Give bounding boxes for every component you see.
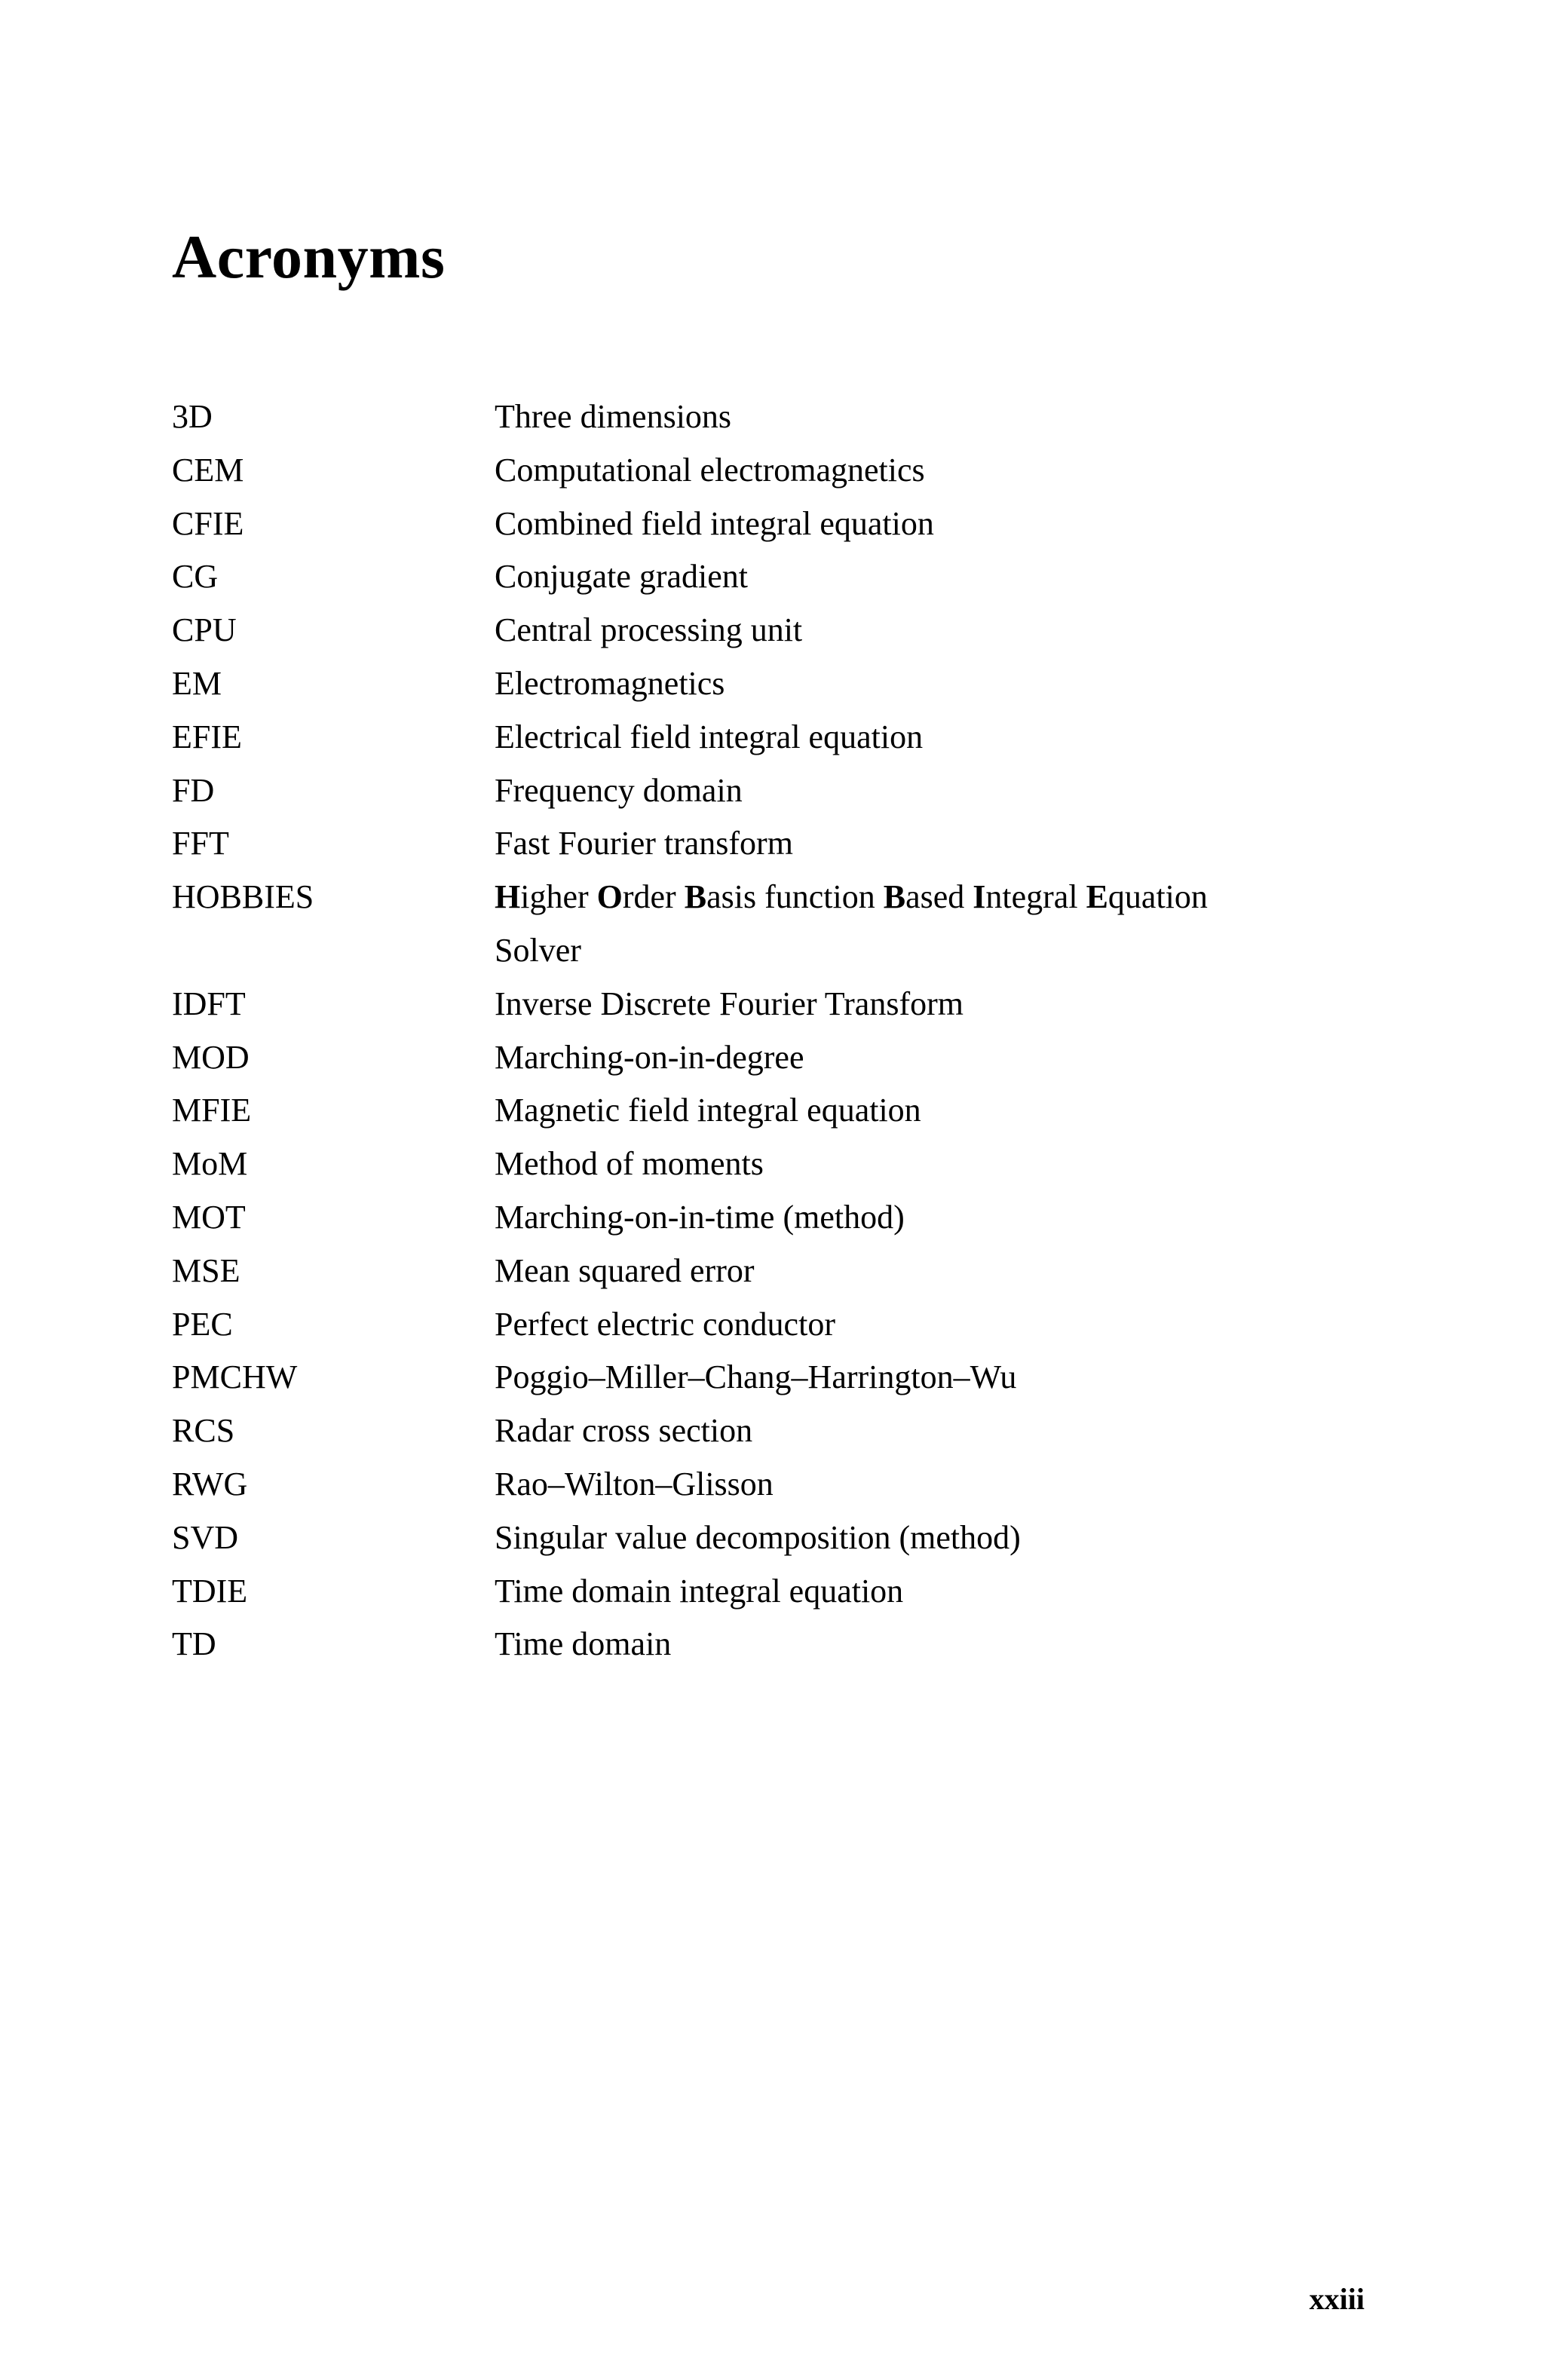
acronym-row bbox=[172, 1565, 1303, 1619]
acronym-abbreviation: CPU bbox=[172, 611, 237, 649]
acronym-definition: Combined field integral equation bbox=[495, 504, 934, 542]
acronym-row bbox=[172, 604, 1303, 657]
acronym-definition: Inverse Discrete Fourier Transform bbox=[495, 985, 963, 1022]
acronym-definition: Higher Order Basis function Based Integral Equation Solver bbox=[495, 878, 1208, 969]
acronym-abbreviation: 3D bbox=[172, 398, 213, 435]
acronym-definition: Mean squared error bbox=[495, 1251, 755, 1289]
page-number: xxiii bbox=[1309, 2282, 1365, 2316]
acronym-row bbox=[172, 1031, 1303, 1085]
acronym-definition: Electromagnetics bbox=[495, 664, 725, 702]
acronym-row bbox=[172, 1512, 1303, 1565]
acronym-row bbox=[172, 498, 1303, 551]
acronym-definition: Radar cross section bbox=[495, 1412, 753, 1450]
acronym-abbreviation: HOBBIES bbox=[172, 878, 314, 916]
acronym-row bbox=[172, 1458, 1303, 1512]
acronym-abbreviation: CEM bbox=[172, 451, 244, 489]
acronym-abbreviation: MoM bbox=[172, 1145, 248, 1183]
acronym-definition: Method of moments bbox=[495, 1145, 764, 1183]
acronym-abbreviation: MOD bbox=[172, 1038, 250, 1076]
acronym-definition: Computational electromagnetics bbox=[495, 451, 925, 489]
acronym-row bbox=[172, 1404, 1303, 1458]
acronym-definition: Poggio–Miller–Chang–Harrington–Wu bbox=[495, 1358, 1017, 1396]
acronym-abbreviation: FD bbox=[172, 771, 215, 809]
acronym-row bbox=[172, 1084, 1303, 1138]
acronym-abbreviation: CFIE bbox=[172, 504, 244, 542]
acronym-abbreviation: MFIE bbox=[172, 1092, 252, 1129]
acronym-abbreviation: RWG bbox=[172, 1465, 248, 1502]
acronym-definition: Perfect electric conductor bbox=[495, 1305, 835, 1343]
acronym-definition: Central processing unit bbox=[495, 611, 803, 649]
acronym-definition: Marching-on-in-time (method) bbox=[495, 1198, 905, 1236]
acronym-row bbox=[172, 1191, 1303, 1245]
acronym-abbreviation: MSE bbox=[172, 1251, 240, 1289]
acronym-abbreviation: FFT bbox=[172, 825, 229, 862]
acronym-abbreviation: TD bbox=[172, 1625, 216, 1663]
page-title: Acronyms bbox=[172, 222, 446, 291]
acronym-definition: Marching-on-in-degree bbox=[495, 1038, 804, 1076]
acronym-abbreviation: IDFT bbox=[172, 985, 246, 1022]
acronym-row bbox=[172, 817, 1303, 871]
acronym-abbreviation: EM bbox=[172, 664, 222, 702]
acronym-abbreviation: CG bbox=[172, 558, 219, 596]
acronym-row bbox=[172, 391, 1303, 444]
acronym-row bbox=[172, 444, 1303, 498]
acronym-definition: Conjugate gradient bbox=[495, 558, 749, 596]
acronym-definition: Rao–Wilton–Glisson bbox=[495, 1465, 774, 1502]
acronym-abbreviation: MOT bbox=[172, 1198, 246, 1236]
acronym-row bbox=[172, 978, 1303, 1031]
acronym-row bbox=[172, 550, 1303, 604]
acronym-row bbox=[172, 1138, 1303, 1191]
acronym-row bbox=[172, 657, 1303, 711]
acronym-abbreviation: TDIE bbox=[172, 1572, 248, 1610]
acronym-abbreviation: PEC bbox=[172, 1305, 233, 1343]
acronym-row bbox=[172, 764, 1303, 818]
acronym-definition: Three dimensions bbox=[495, 398, 732, 435]
acronym-row bbox=[172, 1351, 1303, 1404]
acronym-definition: Fast Fourier transform bbox=[495, 825, 793, 862]
acronym-list bbox=[172, 391, 1303, 1671]
acronym-abbreviation: PMCHW bbox=[172, 1358, 298, 1396]
acronym-definition: Frequency domain bbox=[495, 771, 743, 809]
acronym-definition: Singular value decomposition (method) bbox=[495, 1518, 1021, 1556]
acronym-row bbox=[172, 711, 1303, 764]
acronym-definition: Time domain integral equation bbox=[495, 1572, 904, 1610]
acronym-abbreviation: EFIE bbox=[172, 718, 242, 755]
acronym-row bbox=[172, 1618, 1303, 1671]
acronym-row bbox=[172, 1298, 1303, 1352]
acronym-row bbox=[172, 1245, 1303, 1298]
acronym-row bbox=[172, 871, 1303, 978]
acronym-abbreviation: RCS bbox=[172, 1412, 235, 1450]
acronym-definition: Magnetic field integral equation bbox=[495, 1092, 921, 1129]
acronym-definition: Electrical field integral equation bbox=[495, 718, 924, 755]
acronym-abbreviation: SVD bbox=[172, 1518, 239, 1556]
acronym-definition: Time domain bbox=[495, 1625, 672, 1663]
